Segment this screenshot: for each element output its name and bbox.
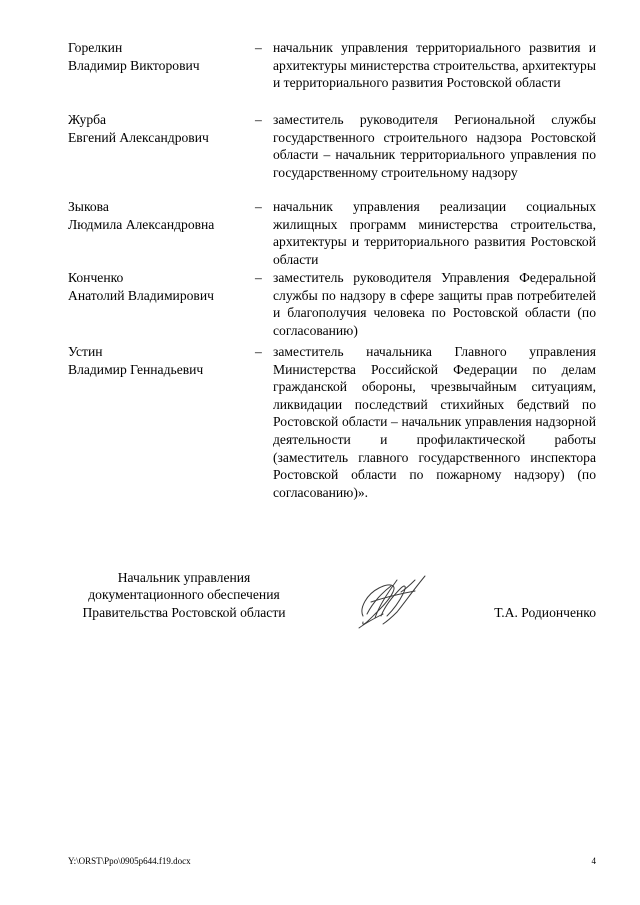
member-given-names: Евгений Александрович [68,129,209,145]
member-surname: Журба [68,112,107,127]
member-surname: Горелкин [68,40,123,55]
member-role: заместитель руководителя Управления Федеральной службы по надзору в сфере защиты прав потребителей и благополучия человека по Ростовской области (по согласованию) [273,270,596,338]
member-surname: Устин [68,344,103,359]
signatory-name: Т.А. Родионченко [494,605,596,620]
member-name [68,198,253,233]
member-dash: – [255,270,262,285]
member-given-names: Людмила Александровна [68,216,215,232]
member-dash: – [255,199,262,214]
member-role: начальник управления территориального развития и архитектуры министерства строительства, архитектуры и территориального развития Ростовской области [273,40,596,91]
member-name [68,111,253,146]
member-dash: – [255,344,262,359]
member-role: начальник управления реализации социальных жилищных программ министерства строительства, архитектуры и территориального развития Ростовской области [273,199,596,267]
signatory-position-line: Начальник управления [117,570,251,585]
member-name [68,39,253,74]
signatory-position-line: документационного обеспечения [88,587,280,603]
member-surname: Конченко [68,270,124,285]
member-role: заместитель руководителя Региональной службы государственного строительного надзора Ростовской области – начальник территориального управления по государственному строительному надзору [273,112,596,180]
signatory-position [68,569,300,621]
signatory-position-line: Правительства Ростовской области [82,604,286,620]
member-name [68,343,253,378]
footer-file-path: Y:\ORST\Ppo\0905p644.f19.docx [68,856,191,866]
member-dash: – [255,112,262,127]
handwritten-signature [353,572,435,632]
member-name [68,269,253,304]
member-role: заместитель начальника Главного управления Министерства Российской Федерации по делам гражданской обороны, чрезвычайным ситуациям, ликвидации последствий стихийных бедствий по Ростовской области – начальник управления надзорной деятельности и профилактической работы (заместитель главного государственного инспектора Ростовской области по пожарному надзору) (по согласованию)». [273,344,596,500]
member-surname: Зыкова [68,199,109,214]
member-given-names: Владимир Геннадьевич [68,361,204,377]
member-dash: – [255,40,262,55]
page-number: 4 [591,856,596,866]
member-given-names: Анатолий Владимирович [68,287,214,303]
member-given-names: Владимир Викторович [68,57,200,73]
